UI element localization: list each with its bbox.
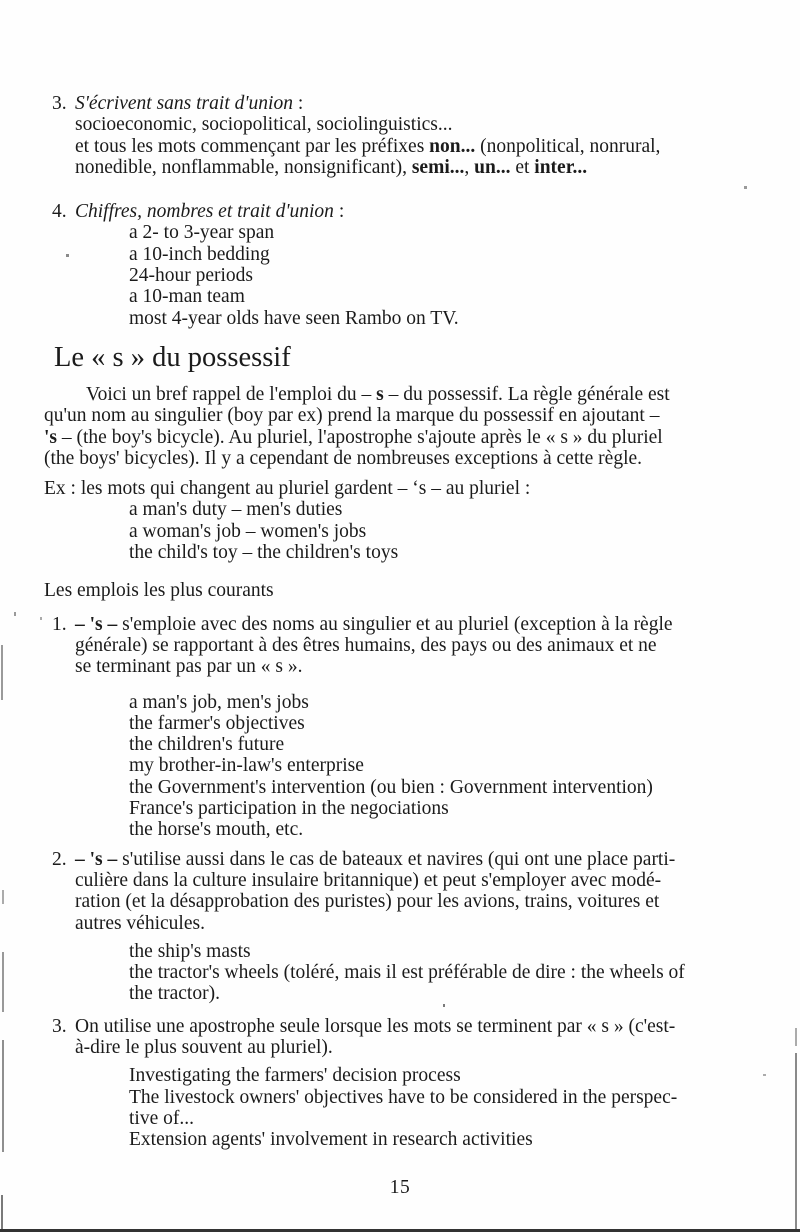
text-segment: a 10-man team <box>129 286 245 308</box>
item-marker: 3. <box>52 93 67 114</box>
text-segment: générale) se rapportant à des êtres humains, des pays ou des animaux et ne <box>75 634 657 656</box>
text-segment: most 4-year olds have seen Rambo on TV. <box>129 307 459 329</box>
text-segment: 15 <box>389 1177 411 1199</box>
text-segment: : <box>292 93 304 114</box>
examples-chiffres-line-2 <box>129 244 800 265</box>
text-segment: a man's duty – men's duties <box>129 499 343 521</box>
text-segment: The livestock owners' objectives have to be considered in the perspec- <box>129 1086 678 1108</box>
item-marker: 4. <box>52 201 67 223</box>
item-3-sans-trait-d-union-line-1 <box>52 93 800 114</box>
para-rappel-possessif <box>44 384 800 469</box>
item-2-bateaux-navires-line-2 <box>75 870 800 891</box>
text-segment: the children's future <box>129 734 285 756</box>
examples-chiffres-line-4 <box>129 286 800 307</box>
ex-intro-pluriel <box>44 478 800 499</box>
text-segment: et tous les mots commençant par les préfixes <box>75 135 430 157</box>
text-segment: Le « s » du possessif <box>54 341 291 373</box>
text-segment: Voici un bref rappel de l'emploi du – <box>86 383 377 405</box>
examples-vehicules-line-1 <box>129 941 800 962</box>
examples-etres-humains-line-1 <box>129 692 800 713</box>
text-segment: a man's job, men's jobs <box>129 691 309 713</box>
text-segment: ration (et la désapprobation des puristes) pour les avions, trains, voitures et <box>75 891 660 913</box>
text-segment: (nonpolitical, nonrural, <box>475 135 661 157</box>
text-segment: un... <box>474 156 511 178</box>
text-segment: – 's – <box>75 848 123 870</box>
text-segment: à-dire le plus souvent au pluriel). <box>75 1036 333 1058</box>
text-segment: – 's – <box>75 613 123 635</box>
item-4-chiffres-nombres <box>52 201 800 223</box>
item-3-apostrophe-seule-line-2 <box>75 1037 800 1058</box>
item-4-chiffres-nombres-line-1 <box>52 201 800 223</box>
text-segment: : <box>333 201 345 223</box>
text-segment: the child's toy – the children's toys <box>129 542 399 564</box>
text-segment: – du possessif. La règle générale est <box>383 383 670 405</box>
text-segment: semi... <box>411 156 465 178</box>
examples-apostrophe-seule-line-2 <box>129 1087 800 1108</box>
label-emplois-courants <box>44 580 800 601</box>
item-1-apostrophe-s-line-2 <box>75 635 800 656</box>
ex-intro-pluriel-line-1 <box>44 478 800 499</box>
text-segment: (the boys' bicycles). Il y a cependant de nombreuses exceptions à cette règle. <box>44 447 643 469</box>
item-2-bateaux-navires-line-1 <box>52 848 800 870</box>
item-3-apostrophe-seule-line-1 <box>52 1015 800 1037</box>
text-segment: my brother-in-law's enterprise <box>129 755 364 777</box>
item-3-sans-trait-d-union-line-2 <box>75 114 800 135</box>
item-2-bateaux-navires-line-3 <box>75 891 800 912</box>
examples-etres-humains <box>129 692 800 841</box>
para-rappel-possessif-line-4 <box>44 448 800 469</box>
text-segment: S'écrivent sans trait d'union <box>75 93 293 114</box>
examples-vehicules <box>129 941 800 1005</box>
text-segment: s <box>376 383 384 405</box>
examples-etres-humains-line-4 <box>129 755 800 776</box>
text-segment: autres véhicules. <box>75 912 205 934</box>
examples-apostrophe-seule-line-4 <box>129 1129 800 1150</box>
scan-artifact <box>1 1195 3 1232</box>
page-number-line-1 <box>0 1177 800 1198</box>
text-segment: non... <box>429 135 476 157</box>
text-segment: 's <box>44 426 58 448</box>
examples-chiffres-line-1 <box>129 222 800 243</box>
item-3-apostrophe-seule <box>52 1015 800 1059</box>
examples-vehicules-line-3 <box>129 983 800 1004</box>
examples-pluriel-line-2 <box>129 521 800 542</box>
item-1-apostrophe-s <box>52 613 800 678</box>
item-marker: 1. <box>52 613 67 635</box>
para-rappel-possessif-line-2 <box>44 405 800 426</box>
text-segment: a 10-inch bedding <box>129 243 270 265</box>
examples-pluriel-line-3 <box>129 542 800 563</box>
text-segment: Ex : les mots qui changent au pluriel gardent – ‘s – au pluriel : <box>44 478 531 500</box>
examples-etres-humains-line-3 <box>129 734 800 755</box>
heading-le-s-du-possessif <box>54 341 800 375</box>
text-segment: se terminant pas par un « s ». <box>75 656 303 678</box>
item-1-apostrophe-s-line-3 <box>75 656 800 677</box>
examples-pluriel <box>129 499 800 563</box>
item-1-apostrophe-s-line-1 <box>52 613 800 635</box>
item-2-bateaux-navires <box>52 848 800 934</box>
text-segment: , <box>464 156 475 178</box>
text-segment: the ship's masts <box>129 940 251 962</box>
heading-le-s-du-possessif-line-1 <box>54 341 800 375</box>
item-3-sans-trait-d-union-line-4 <box>75 157 800 178</box>
text-segment: the horse's mouth, etc. <box>129 819 304 841</box>
text-segment: the tractor). <box>129 983 220 1005</box>
examples-apostrophe-seule-line-1 <box>129 1065 800 1086</box>
examples-etres-humains-line-2 <box>129 713 800 734</box>
text-segment: nonedible, nonflammable, nonsignificant), <box>75 156 412 178</box>
text-segment: the farmer's objectives <box>129 712 305 734</box>
examples-chiffres <box>129 222 800 328</box>
text-segment: the Government's intervention (ou bien : Government intervention) <box>129 776 653 798</box>
examples-etres-humains-line-5 <box>129 777 800 798</box>
text-segment: – (the boy's bicycle). Au pluriel, l'apostrophe s'ajoute après le « s » du pluriel <box>57 426 663 448</box>
item-3-sans-trait-d-union <box>52 93 800 178</box>
examples-etres-humains-line-7 <box>129 819 800 840</box>
text-segment: Extension agents' involvement in research activities <box>129 1129 533 1151</box>
para-rappel-possessif-line-3 <box>44 427 800 448</box>
text-segment: s'utilise aussi dans le cas de bateaux et navires (qui ont une place parti- <box>122 848 676 870</box>
examples-apostrophe-seule-line-3 <box>129 1108 800 1129</box>
text-segment: tive of... <box>129 1107 194 1129</box>
text-segment: qu'un nom au singulier (boy par ex) prend la marque du possessif en ajoutant – <box>44 405 660 427</box>
text-segment: socioeconomic, sociopolitical, sociolinguistics... <box>75 114 453 136</box>
text-segment: Investigating the farmers' decision process <box>129 1065 461 1087</box>
item-marker: 3. <box>52 1015 67 1037</box>
page-number <box>0 1177 800 1198</box>
text-segment: On utilise une apostrophe seule lorsque les mots se terminent par « s » (c'est- <box>75 1015 676 1037</box>
text-segment: Chiffres, nombres et trait d'union <box>75 201 334 223</box>
item-marker: 2. <box>52 848 67 870</box>
examples-pluriel-line-1 <box>129 499 800 520</box>
examples-apostrophe-seule <box>129 1065 800 1150</box>
examples-chiffres-line-3 <box>129 265 800 286</box>
text-segment: a 2- to 3-year span <box>129 222 275 244</box>
item-3-sans-trait-d-union-line-3 <box>75 136 800 157</box>
item-2-bateaux-navires-line-4 <box>75 913 800 934</box>
text-segment: et <box>510 156 535 178</box>
examples-etres-humains-line-6 <box>129 798 800 819</box>
text-segment: culière dans la culture insulaire britannique) et peut s'employer avec modé- <box>75 869 662 891</box>
text-segment: France's participation in the negociations <box>129 798 449 820</box>
para-rappel-possessif-line-1 <box>44 384 800 405</box>
examples-chiffres-line-5 <box>129 308 800 329</box>
text-segment: the tractor's wheels (toléré, mais il est préférable de dire : the wheels of <box>129 962 685 984</box>
text-segment: Les emplois les plus courants <box>44 580 274 602</box>
examples-vehicules-line-2 <box>129 962 800 983</box>
text-segment: 24-hour periods <box>129 265 254 287</box>
text-segment: inter... <box>534 156 588 178</box>
text-segment: s'emploie avec des noms au singulier et au pluriel (exception à la règle <box>122 613 673 635</box>
text-segment: a woman's job – women's jobs <box>129 520 367 542</box>
label-emplois-courants-line-1 <box>44 580 800 601</box>
